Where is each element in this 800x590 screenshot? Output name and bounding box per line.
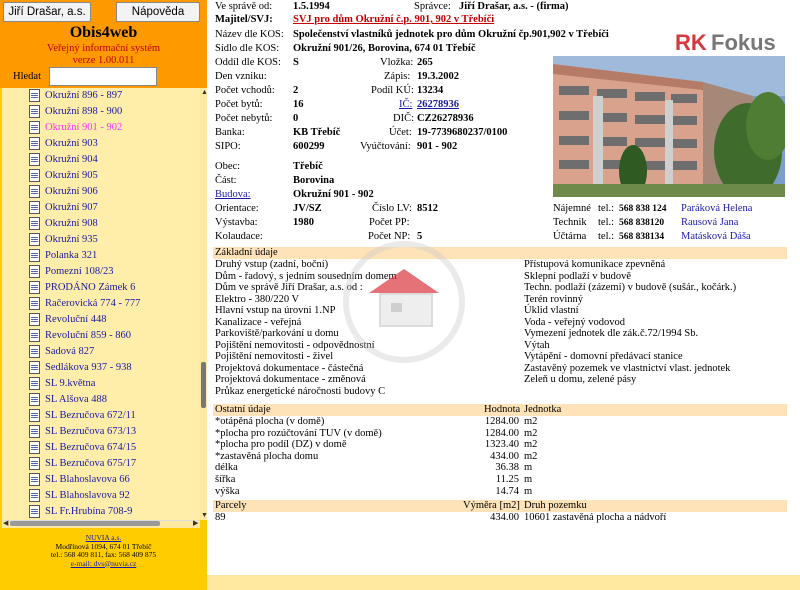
ostatni-row-value: 1284.00	[484, 427, 519, 439]
document-icon	[29, 169, 40, 182]
list-item[interactable]	[2, 88, 200, 104]
scroll-left-arrow-icon[interactable]: ◀	[3, 519, 9, 527]
ostatni-row-label: výška	[215, 485, 240, 497]
list-item-label[interactable]: Okružní 908	[45, 218, 98, 229]
zakladni-item: Druhý vstup (zadní, boční)	[215, 259, 329, 270]
document-icon	[29, 361, 40, 374]
list-item[interactable]	[2, 104, 200, 120]
parcely-col-area: Výměra [m2]	[463, 500, 520, 511]
list-item-label[interactable]: SL Bezručova 675/17	[45, 458, 137, 469]
zakladni-item: Techn. podlaží (zázemí) v budově (sušár., kočárk.)	[524, 282, 737, 293]
zakladni-item: Průkaz energetické náročnosti budovy C	[215, 385, 386, 397]
contact-tel: 568 838134	[619, 232, 665, 242]
list-item[interactable]	[2, 120, 200, 136]
spravce-label: Správce:	[414, 1, 451, 12]
list-item[interactable]	[2, 328, 200, 344]
pocet-nebytu-value: 0	[293, 113, 299, 124]
pocet-bytu-label: Počet bytů:	[215, 99, 263, 110]
ostatni-row-value: 1323.40	[484, 439, 519, 451]
parcela-type: 10601 zastavěná plocha a nádvoří	[524, 512, 667, 523]
list-item-label[interactable]: Revoluční 859 - 860	[45, 330, 132, 341]
list-item-label[interactable]: Pomezní 108/23	[45, 266, 114, 277]
pocet-vchodu-value: 2	[293, 85, 299, 96]
company-email-link[interactable]: e-mail: dvs@nuvia.cz	[70, 558, 137, 568]
document-icon	[29, 153, 40, 166]
contact-tel: 568 838120	[619, 218, 665, 228]
obec-label: Obec:	[215, 161, 241, 172]
list-item-label[interactable]: SL Bezručova 672/11	[45, 410, 136, 421]
list-item-label[interactable]: Okružní 903	[45, 138, 98, 149]
ostatni-row-unit: m	[524, 462, 533, 474]
pocet-vchodu-label: Počet vchodů:	[215, 85, 275, 96]
ostatni-row-value: 1284.00	[484, 416, 519, 427]
contact-name-link[interactable]: Rausová Jana	[681, 217, 739, 228]
contact-role: Nájemné	[553, 203, 591, 214]
list-item-label[interactable]: Revoluční 448	[45, 314, 107, 325]
list-item[interactable]	[2, 392, 200, 408]
list-item-label[interactable]: Okružní 905	[45, 170, 98, 181]
budova-label-link[interactable]: Budova:	[215, 189, 251, 200]
cislo-lv-value: 8512	[417, 203, 438, 214]
zakladni-udaje-header: Základní údaje	[215, 247, 278, 258]
zakladni-item: Zastavěný pozemek ve vlastnictví vlast. jednotek	[524, 362, 731, 374]
orientace-value: JV/SZ	[293, 203, 322, 214]
list-item-label[interactable]: SL Bezručova 673/13	[45, 426, 137, 437]
pocet-nebytu-label: Počet nebytů:	[215, 113, 273, 124]
zakladni-item: Kanalizace - veřejná	[215, 316, 302, 328]
list-item-label[interactable]: PRODÁNO Zámek 6	[45, 282, 136, 293]
rk-logo-fokus: Fokus	[711, 30, 776, 55]
zakladni-item: Dům ve správě Jiří Drašar, a.s. od :	[215, 282, 363, 293]
budova-value: Okružní 901 - 902	[293, 189, 374, 200]
contact-name-link[interactable]: Paráková Helena	[681, 203, 753, 214]
scroll-up-arrow-icon[interactable]: ▲	[201, 88, 208, 96]
ostatni-row-unit: m	[524, 474, 533, 485]
search-input[interactable]	[49, 67, 157, 86]
list-item-label[interactable]: SL 9.května	[45, 378, 96, 389]
app-subtitle: Veřejný informační systém	[46, 43, 161, 54]
ostatni-row-unit: m2	[524, 450, 538, 462]
list-item-label[interactable]: Sedlákova 937 - 938	[45, 362, 132, 373]
contact-name-link[interactable]: Matásková Dáša	[681, 231, 751, 242]
list-item-label[interactable]: Polanka 321	[45, 250, 98, 261]
ostatni-row-label: *plocha pro podíl (DZ) v domě	[215, 439, 347, 451]
company-address: Modřínová 1094, 674 01 Třebíč	[55, 541, 152, 551]
list-item[interactable]	[2, 296, 200, 312]
sidebar-footer	[0, 534, 207, 568]
list-vertical-scroll-thumb[interactable]	[201, 362, 206, 408]
document-icon	[29, 265, 40, 278]
cast-value: Borovina	[293, 175, 335, 186]
house-watermark-icon	[343, 241, 465, 363]
parcely-header: Parcely	[215, 500, 247, 511]
parcela-area: 434.00	[490, 512, 519, 523]
sipo-label: SIPO:	[215, 141, 241, 152]
zakladni-item: Pojištění nemovitosti - živel	[215, 351, 334, 362]
bottom-bar	[207, 575, 800, 590]
ucet-label: Účet:	[389, 127, 412, 138]
list-horizontal-scroll-thumb[interactable]	[10, 521, 160, 526]
list-item-label[interactable]: SL Blahoslavova 92	[45, 490, 130, 501]
banka-value: KB Třebíč	[293, 127, 341, 138]
document-icon	[29, 473, 40, 486]
ostatni-row-value: 11.25	[495, 474, 519, 485]
banka-label: Banka:	[215, 127, 245, 138]
document-icon	[29, 281, 40, 294]
ostatni-row-unit: m2	[524, 416, 538, 427]
cast-label: Část:	[215, 175, 237, 186]
watermark-house	[379, 293, 433, 327]
document-icon	[29, 201, 40, 214]
zakladni-item: Elektro - 380/220 V	[215, 293, 300, 305]
list-item[interactable]	[2, 456, 200, 472]
document-icon	[29, 505, 40, 518]
dic-value: CZ26278936	[417, 113, 474, 124]
sidebar	[0, 0, 207, 590]
list-item-label[interactable]: Okružní 906	[45, 186, 98, 197]
zakladni-item: Terén rovinný	[524, 293, 584, 305]
list-item-label[interactable]: Okružní 896 - 897	[45, 90, 123, 101]
document-icon	[29, 121, 40, 134]
watermark-window	[391, 303, 402, 312]
pocet-pp-label: Počet PP:	[369, 217, 410, 228]
list-vertical-scrollbar[interactable]	[200, 88, 207, 520]
ic-label-link[interactable]: IČ:	[399, 99, 413, 110]
zakladni-item: Sklepní podlaží v budově	[524, 270, 632, 282]
list-item[interactable]	[2, 504, 200, 520]
ostatni-row-unit: m	[524, 485, 533, 497]
podil-ku-value: 13234	[417, 85, 444, 96]
document-icon	[29, 89, 40, 102]
document-icon	[29, 185, 40, 198]
rk-logo-mark: RK	[675, 30, 707, 55]
vyuctovani-value: 901 - 902	[417, 141, 458, 152]
nazev-label: Název dle KOS:	[215, 29, 284, 40]
obec-value: Třebíč	[293, 161, 323, 172]
contact-tel-label: tel.:	[598, 203, 615, 214]
list-item-label[interactable]: Okružní 904	[45, 154, 98, 165]
list-item-label[interactable]: SL Bezručova 674/15	[45, 442, 137, 453]
ostatni-row-value: 434.00	[490, 450, 519, 462]
den-vzniku-label: Den vzniku:	[215, 71, 267, 82]
list-item[interactable]	[2, 232, 200, 248]
list-item-label[interactable]: SL Blahoslavova 66	[45, 474, 130, 485]
nazev-value: Společenství vlastníků jednotek pro dům Okružní čp.901,902 v Třebíči	[293, 29, 609, 40]
list-item[interactable]	[2, 488, 200, 504]
document-icon	[29, 457, 40, 470]
list-item-label[interactable]: Okružní 935	[45, 234, 98, 245]
sidlo-label: Sídlo dle KOS:	[215, 43, 280, 54]
scroll-right-arrow-icon[interactable]: ▶	[193, 519, 199, 527]
podil-ku-label: Podíl KÚ:	[371, 85, 414, 96]
parcela-number: 89	[215, 512, 226, 523]
vlozka-value: 265	[417, 57, 433, 68]
ostatni-row-value: 14.74	[495, 485, 519, 497]
zakladni-udaje-header-bar	[213, 247, 787, 259]
list-item[interactable]	[2, 152, 200, 168]
vystavba-label: Výstavba:	[215, 217, 258, 228]
list-item-label[interactable]: Sadová 827	[45, 346, 95, 357]
contact-tel-label: tel.:	[598, 231, 615, 242]
list-item[interactable]	[2, 168, 200, 184]
document-icon	[29, 345, 40, 358]
company-link[interactable]: NUVIA a.s.	[85, 533, 122, 542]
oddil-value: S	[293, 57, 299, 68]
list-item-label[interactable]: Okružní 898 - 900	[45, 106, 123, 117]
ostatni-row-label: *otápěná plocha (v domě)	[215, 416, 325, 427]
sidlo-value: Okružní 901/26, Borovina, 674 01 Třebíč	[293, 43, 476, 54]
vlozka-label: Vložka:	[380, 57, 414, 68]
list-item[interactable]	[2, 136, 200, 152]
ostatni-row-value: 36.38	[495, 462, 519, 474]
list-item[interactable]	[2, 248, 200, 264]
zakladni-item: Parkoviště/parkování u domu	[215, 328, 339, 339]
document-icon	[29, 425, 40, 438]
contact-role: Účtárna	[553, 231, 587, 242]
list-item[interactable]	[2, 216, 200, 232]
orientace-label: Orientace:	[215, 203, 259, 214]
zakladni-item: Zeleň u domu, zelené pásy	[524, 374, 637, 385]
zakladni-item: Úklid vlastní	[524, 305, 579, 316]
list-item-label[interactable]: Račerovická 774 - 777	[45, 298, 141, 309]
vyuctovani-label: Vyúčtování:	[360, 141, 411, 152]
document-icon	[29, 329, 40, 342]
pocet-np-label: Počet NP:	[368, 231, 411, 242]
ostatni-col-unit: Jednotka	[524, 404, 562, 415]
document-icon	[29, 489, 40, 502]
ostatni-row-label: šířka	[215, 474, 236, 485]
document-icon	[29, 105, 40, 118]
scroll-down-arrow-icon[interactable]: ▼	[201, 511, 208, 519]
contact-tel: 568 838 124	[619, 204, 667, 214]
document-icon	[29, 377, 40, 390]
document-icon	[29, 249, 40, 262]
ostatni-row-unit: m2	[524, 439, 538, 451]
document-icon	[29, 393, 40, 406]
document-icon	[29, 233, 40, 246]
ucet-value: 19-7739680237/0100	[417, 127, 508, 138]
ostatni-row-label: *plocha pro rozúčtování TUV (v domě)	[215, 427, 382, 439]
company-phone: tel.: 568 409 811, fax: 568 409 875	[50, 550, 157, 559]
document-icon	[29, 217, 40, 230]
list-item[interactable]	[2, 184, 200, 200]
ostatni-udaje-header: Ostatní údaje	[215, 404, 271, 415]
zakladni-item: Voda - veřejný vodovod	[524, 316, 625, 328]
ostatni-row-label: délka	[215, 462, 238, 474]
zapis-label: Zápis:	[384, 71, 411, 82]
zakladni-item: Dům - řadový, s jedním sousedním domem	[215, 270, 397, 282]
document-icon	[29, 313, 40, 326]
pocet-np-value: 5	[417, 231, 423, 242]
zakladni-item: Projektová dokumentace - částečná	[215, 362, 364, 374]
list-item-label[interactable]: SL Fr.Hrubína 708-9	[45, 506, 133, 517]
ostatni-row-unit: m2	[524, 427, 538, 439]
document-icon	[29, 297, 40, 310]
search-label: Hledat	[13, 71, 41, 82]
oddil-label: Oddíl dle KOS:	[215, 57, 281, 68]
list-item[interactable]	[2, 472, 200, 488]
list-item[interactable]	[2, 200, 200, 216]
zakladni-item: Hlavní vstup na úrovni 1.NP	[215, 305, 336, 316]
cislo-lv-label: Číslo LV:	[372, 203, 412, 214]
majitel-label: Majitel/SVJ:	[215, 14, 273, 25]
spravce-value: Jiří Drašar, a.s. - (firma)	[459, 1, 569, 12]
zakladni-item: Pojištění nemovitosti - odpovědnostní	[215, 339, 375, 351]
list-item[interactable]	[2, 408, 200, 424]
zakladni-item: Přístupová komunikace zpevněná	[524, 259, 666, 270]
app-version: verze 1.00.011	[72, 55, 135, 66]
zapis-value: 19.3.2002	[417, 71, 459, 82]
list-item[interactable]	[2, 312, 200, 328]
document-icon	[29, 409, 40, 422]
vystavba-value: 1980	[293, 217, 314, 228]
building-photo-graphic	[553, 56, 785, 197]
contact-role: Technik	[553, 217, 587, 228]
list-item[interactable]	[2, 264, 200, 280]
help-button[interactable]: Nápověda	[116, 2, 200, 22]
ostatni-row-label: *zastavěná plocha domu	[215, 450, 319, 462]
building-photo	[553, 56, 785, 197]
list-item[interactable]	[2, 360, 200, 376]
list-item[interactable]	[2, 440, 200, 456]
list-item-label[interactable]: Okružní 907	[45, 202, 98, 213]
app-title: Obis4web	[69, 24, 138, 41]
zakladni-item: Výtah	[524, 339, 550, 351]
pocet-bytu-value: 16	[293, 99, 304, 110]
sipo-value: 600299	[293, 141, 325, 152]
parcely-col-type: Druh pozemku	[524, 500, 587, 511]
watermark-roof	[369, 269, 439, 293]
ve-sprave-label: Ve správě od:	[215, 1, 273, 12]
ic-value-link[interactable]: 26278936	[417, 99, 459, 110]
kolaudace-label: Kolaudace:	[215, 231, 263, 242]
zakladni-item: Vytápění - domovní předávací stanice	[524, 351, 683, 362]
document-icon	[29, 137, 40, 150]
contact-tel-label: tel.:	[598, 217, 615, 228]
list-item-label[interactable]: SL Alšova 488	[45, 394, 108, 405]
ostatni-col-value: Hodnota	[484, 404, 521, 415]
list-item[interactable]	[2, 344, 200, 360]
zakladni-item: Vymezení jednotek dle zák.č.72/1994 Sb.	[524, 328, 699, 339]
zakladni-item: Projektová dokumentace - změnová	[215, 374, 366, 385]
ve-sprave-value: 1.5.1994	[293, 1, 330, 12]
list-item[interactable]	[2, 280, 200, 296]
list-item[interactable]	[2, 424, 200, 440]
dic-label: DIČ:	[393, 113, 414, 124]
list-item[interactable]	[2, 376, 200, 392]
building-list	[2, 88, 200, 520]
list-item-label[interactable]: Okružní 901 - 902	[45, 122, 123, 133]
majitel-link[interactable]: SVJ pro dům Okružní č.p. 901, 902 v Třebíči	[293, 14, 495, 25]
user-button[interactable]: Jiří Drašar, a.s.	[3, 2, 91, 22]
document-icon	[29, 441, 40, 454]
